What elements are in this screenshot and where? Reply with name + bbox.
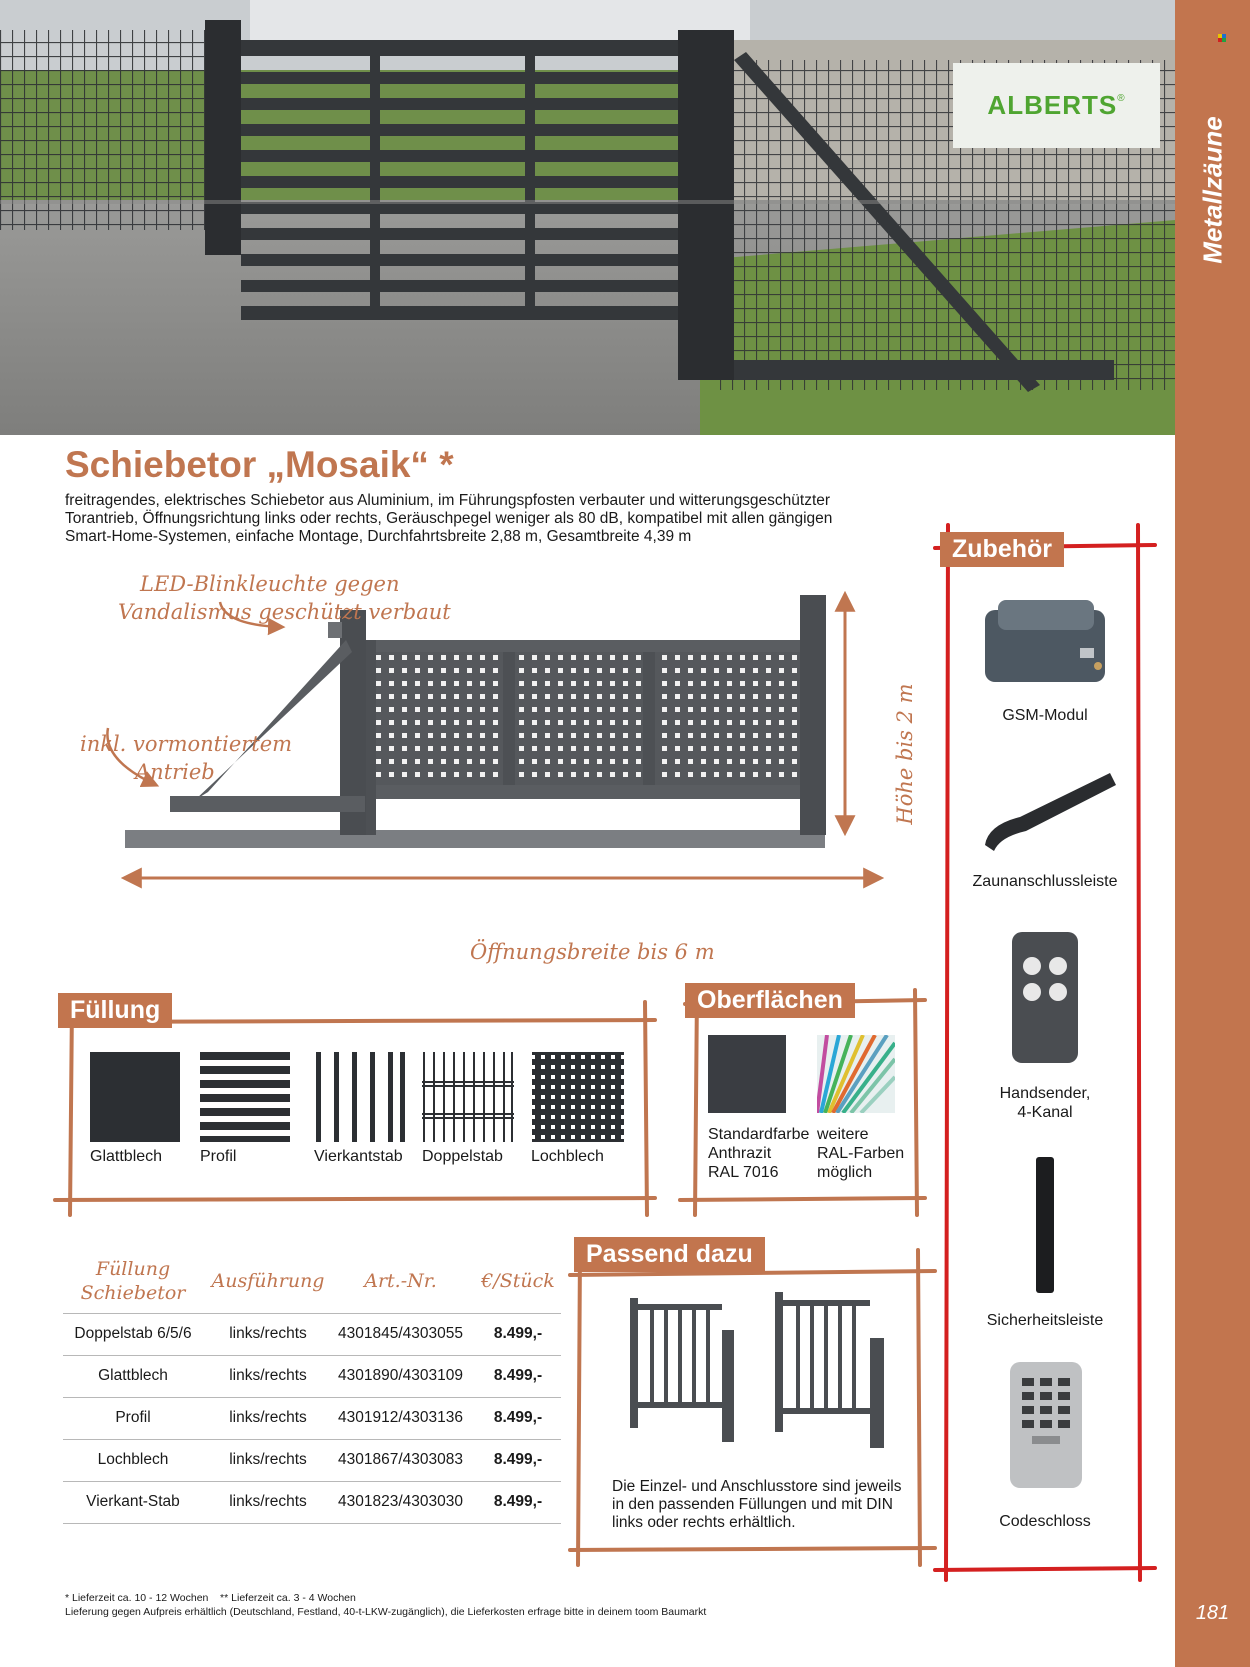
filling-section-title: Füllung — [58, 993, 172, 1028]
matching-text-line1: Die Einzel- und Anschlusstore sind jeweils — [612, 1478, 902, 1495]
table-row: Profil links/rechts 4301912/4303136 8.499,- — [115, 1409, 543, 1426]
swatch-vierkantstab-icon — [316, 1052, 405, 1142]
other-color-line2: RAL-Farben — [817, 1145, 905, 1162]
table-header-price: €/Stück — [481, 1270, 555, 1292]
table-header-article: Art.-Nr. — [364, 1270, 437, 1292]
table-row: Lochblech links/rechts 4301867/4303083 8.499,- — [97, 1451, 543, 1468]
annotation-width: Öffnungsbreite bis 6 m — [470, 940, 715, 964]
matching-text-line3: links oder rechts erhältlich. — [612, 1514, 796, 1531]
annotation-led-line2: Vandalismus geschützt verbaut — [118, 600, 451, 624]
table-header-filling-line2: Schiebetor — [80, 1282, 186, 1304]
safety-strip-icon — [1030, 1155, 1060, 1295]
accessory-label-safety: Sicherheitsleiste — [986, 1312, 1104, 1329]
swatch-lochblech-icon — [532, 1052, 624, 1142]
ral-colors-fan-icon — [817, 1035, 895, 1113]
accessory-label-codelock: Codeschloss — [999, 1513, 1091, 1530]
accessories-section-title: Zubehör — [940, 532, 1064, 567]
annotation-led-line1: LED-Blinkleuchte gegen — [140, 572, 400, 596]
accessory-label-strip: Zaunanschlussleiste — [972, 873, 1118, 890]
accessory-label-remote-line1: Handsender, — [999, 1085, 1091, 1102]
footnotes — [65, 1591, 706, 1619]
filling-label-vierkantstab: Vierkantstab — [314, 1148, 403, 1165]
swatch-doppelstab-icon — [422, 1052, 514, 1142]
color-dots-icon — [1218, 34, 1226, 42]
standard-color-swatch — [708, 1035, 786, 1113]
footnote-line1: * Lieferzeit ca. 10 - 12 Wochen ** Lieferzeit ca. 3 - 4 Wochen — [65, 1592, 356, 1604]
product-title: Schiebetor „Mosaik“ * — [65, 444, 454, 485]
remote-control-icon — [1010, 930, 1080, 1065]
gsm-module-icon — [980, 598, 1110, 688]
filling-label-profil: Profil — [200, 1148, 237, 1165]
registered-mark: ® — [1117, 93, 1126, 104]
table-header-filling-line1: Füllung — [95, 1258, 171, 1280]
filling-swatches — [88, 1052, 628, 1144]
matching-gates-icon — [630, 1290, 890, 1450]
standard-color-line1: Standardfarbe — [708, 1126, 810, 1143]
matching-text-line2: in den passenden Füllungen und mit DIN — [612, 1496, 893, 1513]
annotation-height: Höhe bis 2 m — [893, 683, 917, 825]
page-number: 181 — [1195, 1602, 1230, 1624]
table-row: Glattblech links/rechts 4301890/4303109 8.499,- — [98, 1367, 543, 1384]
product-description: freitragendes, elektrisches Schiebetor aus Aluminium, im Führungspfosten verbauter und witterungsgeschützter Torantrieb, Öffnungsrichtung links oder rechts, Geräuschpegel weniger als 80 dB, kompatibel mit allen gängigen Smart-Home-Systemen, einfache Montage, Durchfahrtsbreite 2,88 m, Gesamtbreite 4,39 m — [65, 492, 833, 545]
footnote-line2: Lieferung gegen Aufpreis erhältlich (Deutschland, Festland, 40-t-LKW-zugänglich), die Lieferkosten erfrage bitte in deinem toom Baumarkt — [65, 1606, 707, 1618]
accessory-label-gsm: GSM-Modul — [1002, 707, 1088, 724]
alberts-logo — [953, 63, 1160, 148]
annotation-drive-line2: Antrieb — [135, 760, 215, 784]
table-header-execution: Ausführung — [211, 1270, 325, 1292]
fence-connection-strip-icon — [980, 765, 1120, 855]
annotation-drive-line1: inkl. vormontiertem — [80, 732, 293, 756]
other-color-line1: weitere — [817, 1126, 869, 1143]
brand-logo-text: ALBERTS — [987, 90, 1118, 120]
other-color-line3: möglich — [817, 1164, 873, 1181]
accessory-label-remote-line2: 4-Kanal — [1017, 1104, 1073, 1121]
surfaces-section-title: Oberflächen — [685, 983, 855, 1018]
filling-label-glattblech: Glattblech — [90, 1148, 163, 1165]
standard-color-line3: RAL 7016 — [708, 1164, 779, 1181]
standard-color-line2: Anthrazit — [708, 1145, 772, 1162]
filling-label-lochblech: Lochblech — [531, 1148, 604, 1165]
code-lock-icon — [1008, 1360, 1084, 1490]
section-title-vertical: Metallzäune — [1197, 116, 1227, 264]
swatch-profil-icon — [200, 1052, 290, 1142]
table-row: Doppelstab 6/5/6 links/rechts 4301845/4303055 8.499,- — [74, 1325, 543, 1342]
table-divider — [63, 1523, 561, 1524]
swatch-glattblech-icon — [90, 1052, 180, 1142]
hero-photo — [0, 0, 1175, 435]
matching-section-title: Passend dazu — [574, 1237, 765, 1272]
table-row: Vierkant-Stab links/rechts 4301823/4303030 8.499,- — [86, 1493, 543, 1510]
filling-label-doppelstab: Doppelstab — [422, 1148, 503, 1165]
